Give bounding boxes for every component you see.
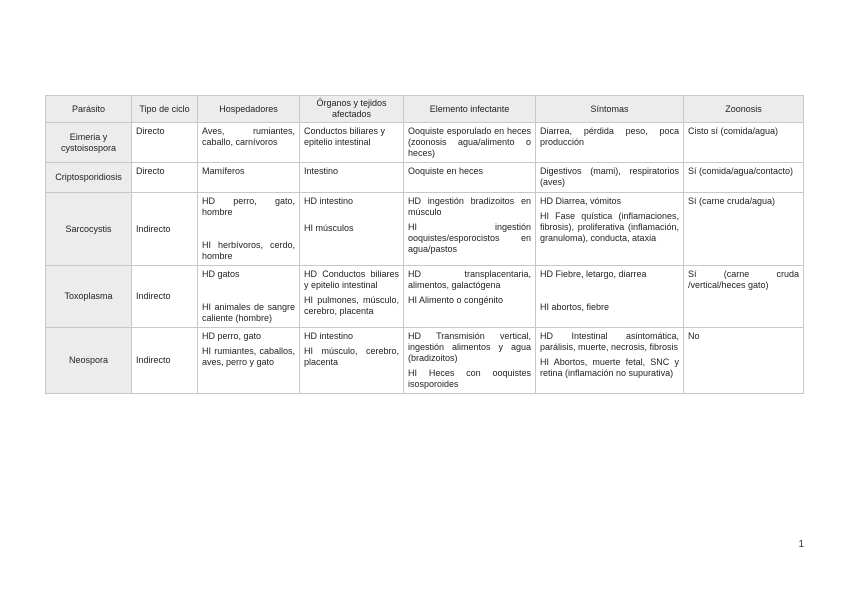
header-cell: Hospedadores (198, 96, 300, 123)
table-row (46, 163, 804, 193)
page-number: 1 (798, 539, 804, 550)
spacer (202, 218, 295, 240)
cycle-cell: Directo (132, 163, 198, 193)
table-row (46, 266, 804, 328)
organs-cell (300, 266, 404, 328)
symptoms-intermediate: HI Abortos, muerte fetal, SNC y retina (inflamación no supurativa) (540, 357, 679, 378)
symptoms-cell (536, 328, 684, 394)
symptoms-cell: Diarrea, pérdida peso, poca producción (536, 123, 684, 163)
organs-definitive: HD Conductos biliares y epitelio intestinal (304, 269, 399, 290)
header-cell: Elemento infectante (404, 96, 536, 123)
zoonosis-cell: No (684, 328, 804, 394)
hosts-cell (198, 266, 300, 328)
cycle-cell: Directo (132, 123, 198, 163)
infective-intermediate: HI ingestión ooquistes/esporocistos en agua/pastos (408, 222, 531, 254)
infective-cell: Ooquiste en heces (404, 163, 536, 193)
parasite-cell: Eimeria y cystoisospora (46, 123, 132, 163)
symptoms-intermediate: HI abortos, fiebre (540, 302, 610, 312)
table-row (46, 328, 804, 394)
parasite-cell: Criptosporidiosis (46, 163, 132, 193)
hosts-definitive: HD perro, gato, hombre (202, 196, 295, 217)
organs-intermediate: HI músculo, cerebro, placenta (304, 346, 399, 367)
infective-cell (404, 328, 536, 394)
hosts-definitive: HD perro, gato (202, 331, 262, 341)
infective-definitive: HD ingestión bradizoitos en músculo (408, 196, 531, 217)
symptoms-cell: Digestivos (mami), respiratorios (aves) (536, 163, 684, 193)
cycle-cell: Indirecto (132, 266, 198, 328)
header-cell: Tipo de ciclo (132, 96, 198, 123)
infective-cell (404, 193, 536, 266)
hosts-cell (198, 328, 300, 394)
parasite-cell: Toxoplasma (46, 266, 132, 328)
organs-definitive: HD intestino (304, 331, 354, 341)
symptoms-intermediate: HI Fase quística (inflamaciones, fibrosis), proliferativa (inflamación, granuloma), conducta, ataxia (540, 211, 679, 243)
cycle-cell: Indirecto (132, 328, 198, 394)
infective-intermediate: HI Alimento o congénito (408, 295, 504, 305)
hosts-definitive: HD gatos (202, 269, 240, 279)
spacer (540, 280, 679, 302)
hosts-cell (198, 193, 300, 266)
table-row (46, 123, 804, 163)
spacer (202, 280, 295, 302)
symptoms-definitive: HD Intestinal asintomática, parálisis, muerte, necrosis, fibrosis (540, 331, 679, 352)
parasites-table (45, 95, 804, 394)
symptoms-cell (536, 193, 684, 266)
organs-cell (300, 193, 404, 266)
table-header-row (46, 96, 804, 123)
symptoms-cell (536, 266, 684, 328)
hosts-cell: Aves, rumiantes, caballo, carnívoros (198, 123, 300, 163)
organs-definitive: HD intestino (304, 196, 354, 206)
table-row (46, 193, 804, 266)
parasite-cell: Sarcocystis (46, 193, 132, 266)
header-cell: Órganos y tejidos afectados (300, 96, 404, 123)
organs-intermediate: HI pulmones, músculo, cerebro, placenta (304, 295, 399, 316)
infective-intermediate: HI Heces con ooquistes isosporoides (408, 368, 531, 389)
zoonosis-cell: Sí (comida/agua/contacto) (684, 163, 804, 193)
cycle-cell: Indirecto (132, 193, 198, 266)
spacer (304, 207, 399, 223)
hosts-intermediate: HI rumiantes, caballos, aves, perro y gato (202, 346, 295, 367)
organs-cell: Intestino (300, 163, 404, 193)
infective-cell (404, 266, 536, 328)
zoonosis-cell: Sí (carne cruda /vertical/heces gato) (684, 266, 804, 328)
hosts-cell: Mamíferos (198, 163, 300, 193)
header-cell: Síntomas (536, 96, 684, 123)
parasite-cell: Neospora (46, 328, 132, 394)
hosts-intermediate: HI herbívoros, cerdo, hombre (202, 240, 295, 261)
zoonosis-cell: Sí (carne cruda/agua) (684, 193, 804, 266)
header-cell: Zoonosis (684, 96, 804, 123)
header-cell: Parásito (46, 96, 132, 123)
symptoms-definitive: HD Fiebre, letargo, diarrea (540, 269, 647, 279)
symptoms-definitive: HD Diarrea, vómitos (540, 196, 622, 206)
zoonosis-cell: Cisto sí (comida/agua) (684, 123, 804, 163)
organs-cell: Conductos biliares y epitelio intestinal (300, 123, 404, 163)
organs-cell (300, 328, 404, 394)
organs-intermediate: HI músculos (304, 223, 354, 233)
infective-definitive: HD Transmisión vertical, ingestión alimentos y agua (bradizoitos) (408, 331, 531, 363)
infective-definitive: HD transplacentaria, alimentos, galactógena (408, 269, 531, 290)
hosts-intermediate: HI animales de sangre caliente (hombre) (202, 302, 295, 323)
infective-cell: Ooquiste esporulado en heces (zoonosis agua/alimento o heces) (404, 123, 536, 163)
